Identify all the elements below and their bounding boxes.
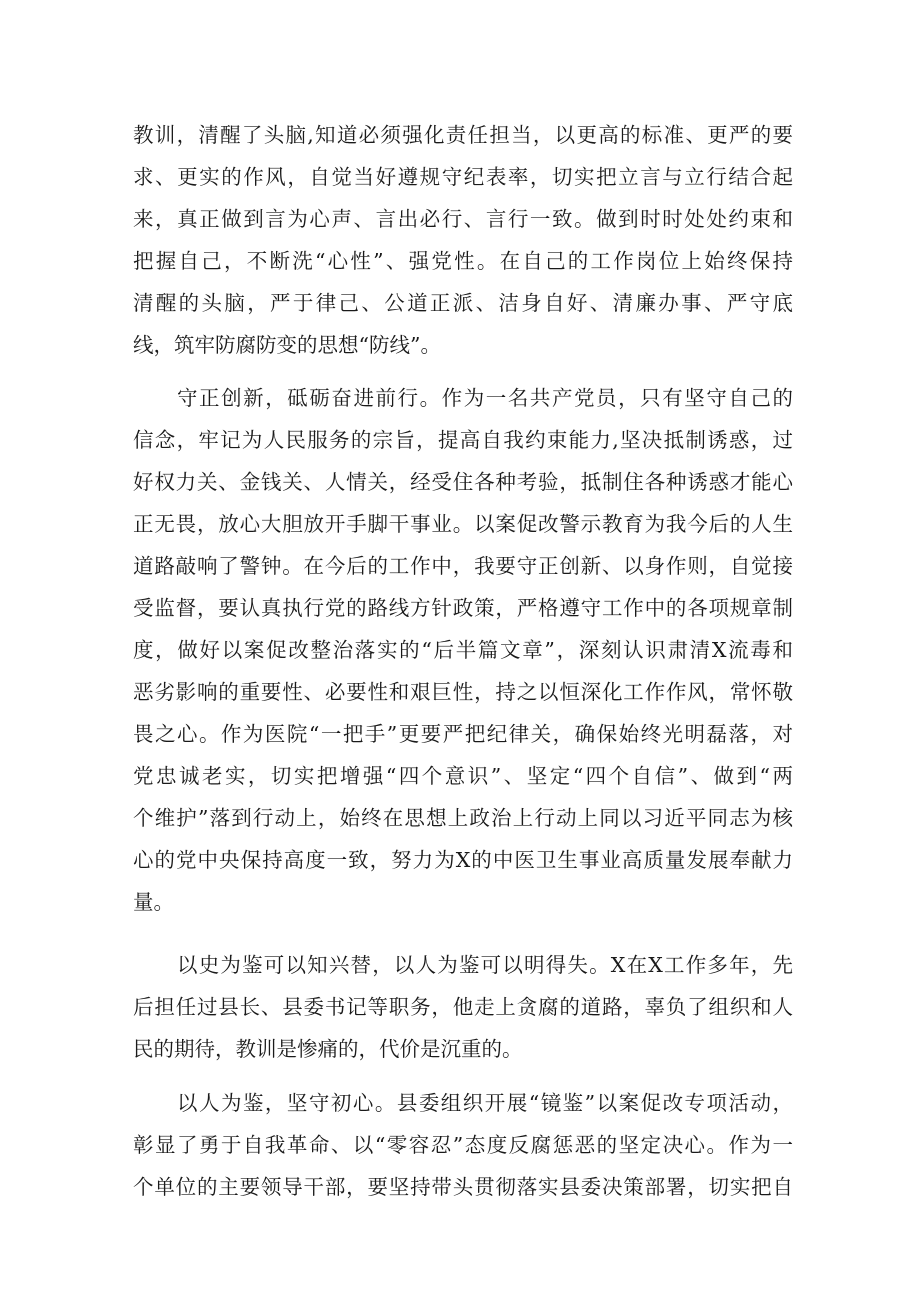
paragraph-first-line: 以史为鉴可以知兴替，以人为鉴可以明得失。X在X工作多年，先 [177,953,793,977]
text-line: 个维护”落到行动上，始终在思想上政治上行动上同以习近平同志为核 [133,806,793,830]
text-line: 个单位的主要领导干部，要坚持带头贯彻落实县委决策部署，切实把自 [133,1175,793,1199]
text-line: 求、更实的作风，自觉当好遵规守纪表率，切实把立言与立行结合起 [133,165,793,189]
text-line: 度，做好以案促改整治落实的“后半篇文章”，深刻认识肃清X流毒和 [133,638,793,662]
text-line: 后担任过县长、县委书记等职务，他走上贪腐的道路，辜负了组织和人 [133,995,793,1019]
text-line: 清醒的头脑，严于律己、公道正派、洁身自好、清廉办事、严守底 [133,291,793,315]
text-line: 心的党中央保持高度一致，努力为X的中医卫生事业高质量发展奉献力 [133,848,793,872]
text-line: 畏之心。作为医院“一把手”更要严把纪律关，确保始终光明磊落，对 [133,722,793,746]
text-line: 彰显了勇于自我革命、以“零容忍”态度反腐惩恶的坚定决心。作为一 [133,1133,793,1157]
text-line: 党忠诚老实，切实把增强“四个意识”、坚定“四个自信”、做到“两 [133,764,793,788]
paragraph-first-line: 守正创新，砥砺奋进前行。作为一名共产党员，只有坚守自己的 [177,386,793,410]
text-line: 道路敲响了警钟。在今后的工作中，我要守正创新、以身作则，自觉接 [133,554,793,578]
text-line: 信念，牢记为人民服务的宗旨，提高自我约束能力,坚决抵制诱惑，过 [133,428,793,452]
paragraph-first-line: 以人为鉴，坚守初心。县委组织开展“镜鉴”以案促改专项活动， [177,1091,793,1115]
text-line: 把握自己，不断洗“心性”、强党性。在自己的工作岗位上始终保持 [133,249,793,273]
text-line: 教训，清醒了头脑,知道必须强化责任担当，以更高的标准、更严的要 [133,123,793,147]
text-line: 线，筑牢防腐防变的思想“防线”。 [133,333,441,357]
text-line: 恶劣影响的重要性、必要性和艰巨性，持之以恒深化工作作风，常怀敬 [133,680,793,704]
text-line: 民的期待，教训是惨痛的，代价是沉重的。 [133,1037,523,1061]
text-line: 好权力关、金钱关、人情关，经受住各种考验，抵制住各种诱惑才能心 [133,470,793,494]
text-line: 受监督，要认真执行党的路线方针政策，严格遵守工作中的各项规章制 [133,596,793,620]
text-line: 来，真正做到言为心声、言出必行、言行一致。做到时时处处约束和 [133,207,793,231]
text-line: 量。 [133,890,174,914]
text-line: 正无畏，放心大胆放开手脚干事业。以案促改警示教育为我今后的人生 [133,512,793,536]
